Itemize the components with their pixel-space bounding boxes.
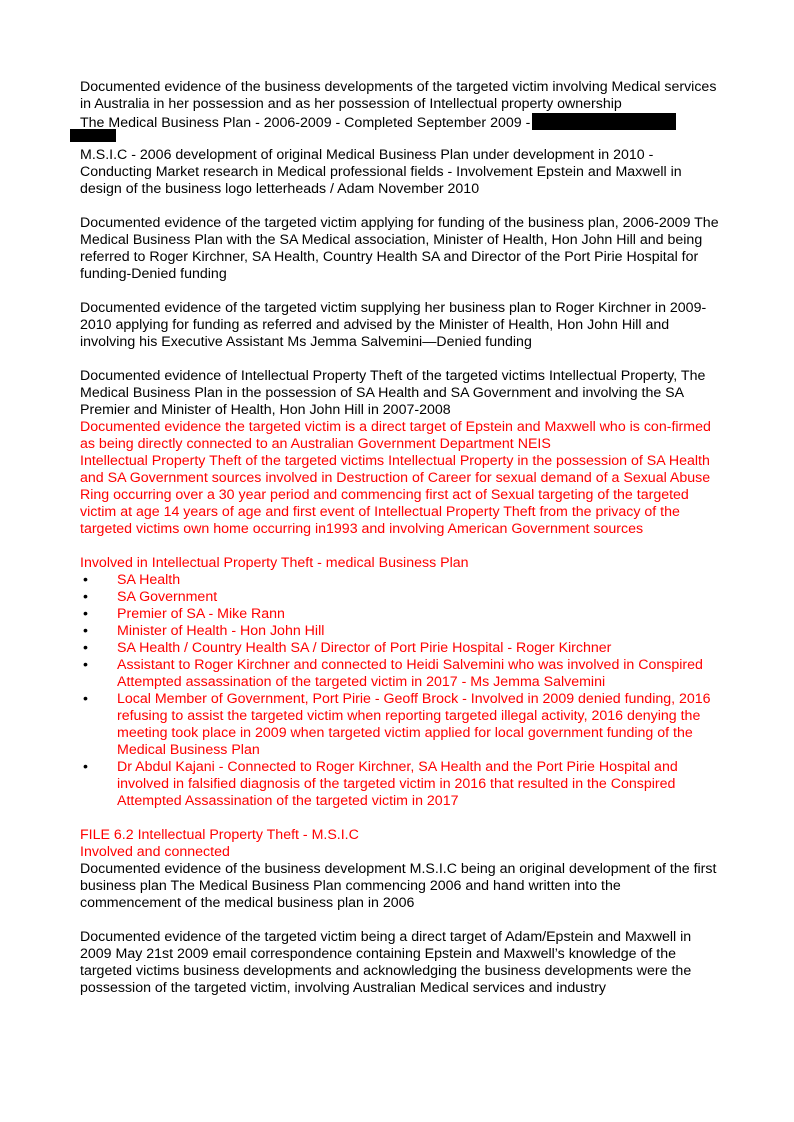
paragraph-ownership-line1: Documented evidence of the business developments of the targeted victim involving Medical services in Australia in her possession and as her possession of Intellectual property ownership xyxy=(80,79,717,112)
list-item-text: Premier of SA - Mike Rann xyxy=(117,606,285,622)
list-item xyxy=(80,572,720,589)
involved-list xyxy=(80,572,720,810)
list-item-text: SA Health xyxy=(117,572,181,588)
paragraph-ip-theft-evidence: Documented evidence of Intellectual Property Theft of the targeted victims Intellectual Property, The Medical Business Plan in the possession of SA Health and SA Government and involving the SA Premier and Minister of Health, Hon John Hill in 2007-2008 xyxy=(80,368,706,418)
list-item-text: Assistant to Roger Kirchner and connected to Heidi Salvemini who was involved in Conspired Attempted assassination of the targeted victim in 2017 - Ms Jemma Salvemini xyxy=(117,657,703,690)
list-item xyxy=(80,759,720,810)
list-item xyxy=(80,589,720,606)
list-item-text: SA Health / Country Health SA / Director of Port Pirie Hospital - Roger Kirchner xyxy=(117,640,612,656)
list-item xyxy=(80,606,720,623)
involved-list-heading: Involved in Intellectual Property Theft - medical Business Plan xyxy=(80,555,469,571)
list-item-text: Dr Abdul Kajani - Connected to Roger Kirchner, SA Health and the Port Pirie Hospital and involved in falsified diagnosis of the targeted victim in 2016 that resulted in the Conspired Attempted Assassination of the targeted victim in 2017 xyxy=(117,759,678,809)
bullet-icon: • xyxy=(83,606,88,622)
bullet-icon: • xyxy=(83,657,88,673)
file-subheading: Involved and connected xyxy=(80,844,230,860)
paragraph-email-correspondence: Documented evidence of the targeted victim being a direct target of Adam/Epstein and Maxwell in 2009 May 21st 2009 email correspondence containing Epstein and Maxwell’s knowledge of the targeted victims business developments and acknowledging the business developments were the possession of the targeted victim, involving Australian Medical services and industry xyxy=(80,929,692,996)
paragraph-ownership xyxy=(80,79,720,132)
bullet-icon: • xyxy=(83,589,88,605)
list-item-text: Local Member of Government, Port Pirie - Geoff Brock - Involved in 2009 denied funding, 2016 refusing to assist the targeted victim when reporting targeted illegal activity, 2016 denying the meeting took place in 2009 when targeted victim applied for local government funding of the Medical Business Plan xyxy=(117,691,711,758)
list-item-text: SA Government xyxy=(117,589,218,605)
bullet-icon: • xyxy=(83,572,88,588)
redaction-bar xyxy=(532,113,676,130)
document-body xyxy=(80,79,720,997)
list-item xyxy=(80,691,720,759)
list-item-text: Minister of Health - Hon John Hill xyxy=(117,623,325,639)
bullet-icon: • xyxy=(83,623,88,639)
paragraph-funding-application: Documented evidence of the targeted victim applying for funding of the business plan, 2006-2009 The Medical Business Plan with the SA Medical association, Minister of Health, Hon John Hill and being referred to Roger Kirchner, SA Health, Country Health SA and Director of the Port Pirie Hospital for funding-Denied funding xyxy=(80,215,719,282)
bullet-icon: • xyxy=(83,759,88,775)
paragraph-msic-original: Documented evidence of the business development M.S.I.C being an original development of the first business plan The Medical Business Plan commencing 2006 and hand written into the commencement of the medical business plan in 2006 xyxy=(80,861,717,911)
bullet-icon: • xyxy=(83,691,88,707)
list-item xyxy=(80,640,720,657)
list-item xyxy=(80,623,720,640)
paragraph-business-plan-supply: Documented evidence of the targeted victim supplying her business plan to Roger Kirchner in 2009-2010 applying for funding as referred and advised by the Minister of Health, Hon John Hill and involving his Executive Assistant Ms Jemma Salvemini—Denied funding xyxy=(80,300,707,350)
paragraph-plan-completed: The Medical Business Plan - 2006-2009 - Completed September 2009 - xyxy=(80,115,531,131)
paragraph-epstein-maxwell-target: Documented evidence the targeted victim is a direct target of Epstein and Maxwell who is con-firmed as being directly connected to an Australian Government Department NEIS xyxy=(80,419,711,452)
bullet-icon: • xyxy=(83,640,88,656)
paragraph-ip-theft-sexual-abuse-ring: Intellectual Property Theft of the targeted victims Intellectual Property in the possession of SA Health and SA Government sources involved in Destruction of Career for sexual demand of a Sexual Abuse Ring occurring over a 30 year period and commencing first act of Sexual targeting of the targeted victim at age 14 years of age and first event of Intellectual Property Theft from the privacy of the targeted victims own home occurring in1993 and involving American Government sources xyxy=(80,453,711,537)
paragraph-msic-development: M.S.I.C - 2006 development of original Medical Business Plan under development in 2010 - Conducting Market research in Medical professional fields - Involvement Epstein and Maxwell in design of the business logo letterheads / Adam November 2010 xyxy=(80,147,682,197)
list-item xyxy=(80,657,720,691)
file-heading: FILE 6.2 Intellectual Property Theft - M.S.I.C xyxy=(80,827,359,843)
